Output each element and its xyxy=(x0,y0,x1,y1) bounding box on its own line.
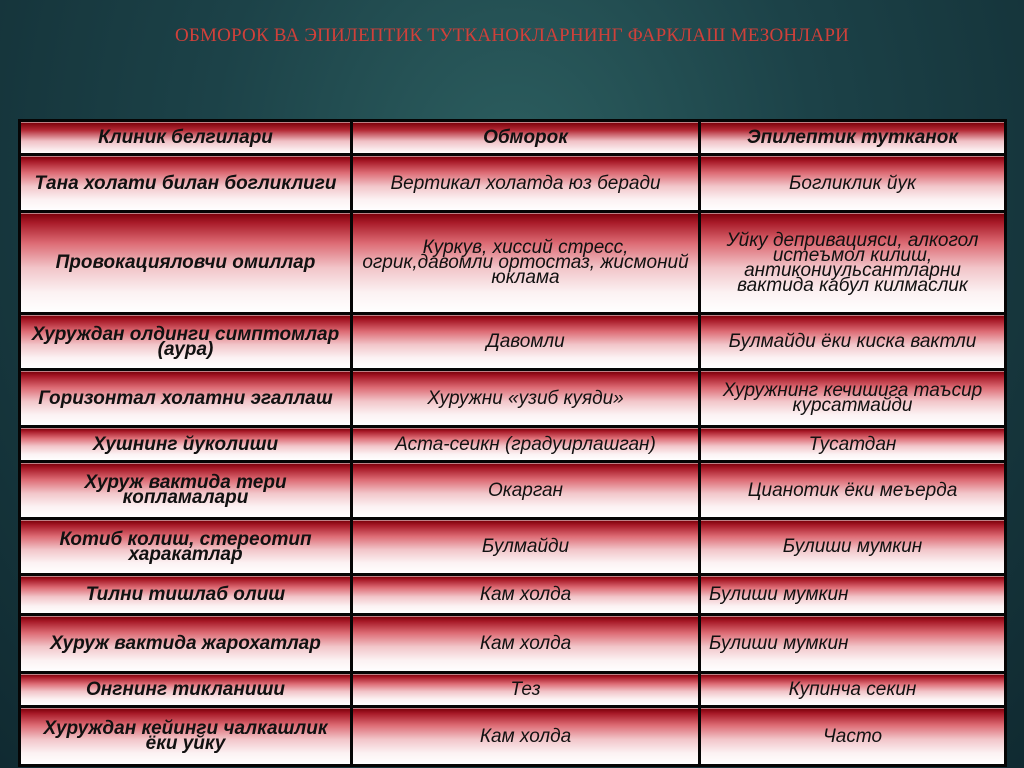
row-feature-cell: Провокацияловчи омиллар xyxy=(20,212,352,314)
syncope-cell: Куркув, хиссий стресс, огрик,давомли ортостаз, жисмоний юклама xyxy=(352,212,700,314)
syncope-cell: Тез xyxy=(352,673,700,707)
header-cell-clinical-signs: Клиник белгилари xyxy=(20,121,352,155)
comparison-table xyxy=(18,119,1007,767)
table-row xyxy=(20,155,1006,212)
table-row xyxy=(20,615,1006,673)
table-row xyxy=(20,212,1006,314)
row-feature-cell: Хушнинг йуколиши xyxy=(20,427,352,462)
syncope-cell: Хуружни «узиб куяди» xyxy=(352,370,700,427)
table-header-row xyxy=(20,121,1006,155)
row-feature-cell: Хуруждан олдинги симптомлар (аура) xyxy=(20,314,352,370)
epilepsy-cell: Цианотик ёки меъерда xyxy=(700,462,1006,519)
header-cell-syncope: Обморок xyxy=(352,121,700,155)
row-feature-cell: Хуруждан кейинги чалкашлик ёки уйку xyxy=(20,707,352,766)
epilepsy-cell: Часто xyxy=(700,707,1006,766)
syncope-cell: Давомли xyxy=(352,314,700,370)
row-feature-cell: Онгнинг тикланиши xyxy=(20,673,352,707)
table-row xyxy=(20,707,1006,766)
row-feature-cell: Котиб колиш, стереотип харакатлар xyxy=(20,519,352,575)
syncope-cell: Булмайди xyxy=(352,519,700,575)
row-feature-cell: Хуруж вактида жарохатлар xyxy=(20,615,352,673)
row-feature-cell: Хуруж вактида тери копламалари xyxy=(20,462,352,519)
syncope-cell: Окарган xyxy=(352,462,700,519)
table-row xyxy=(20,427,1006,462)
row-feature-cell: Тилни тишлаб олиш xyxy=(20,575,352,615)
syncope-cell: Аста-сеикн (градуирлашган) xyxy=(352,427,700,462)
table-row xyxy=(20,575,1006,615)
table-row xyxy=(20,314,1006,370)
table-row xyxy=(20,673,1006,707)
row-feature-cell: Горизонтал холатни эгаллаш xyxy=(20,370,352,427)
epilepsy-cell: Хуружнинг кечишига таъсир курсатмайди xyxy=(700,370,1006,427)
syncope-cell: Кам холда xyxy=(352,707,700,766)
syncope-cell: Кам холда xyxy=(352,615,700,673)
table-row xyxy=(20,370,1006,427)
epilepsy-cell: Булиши мумкин xyxy=(700,615,1006,673)
epilepsy-cell: Булмайди ёки киска вактли xyxy=(700,314,1006,370)
epilepsy-cell: Уйку депривацияси, алкогол истеъмол килиш, антикониульсантларни вактида кабул килмаслик xyxy=(700,212,1006,314)
header-cell-epileptic-seizure: Эпилептик тутканок xyxy=(700,121,1006,155)
table-row xyxy=(20,519,1006,575)
row-feature-cell: Тана холати билан богликлиги xyxy=(20,155,352,212)
epilepsy-cell: Богликлик йук xyxy=(700,155,1006,212)
table-row xyxy=(20,462,1006,519)
epilepsy-cell: Булиши мумкин xyxy=(700,575,1006,615)
slide-title: ОБМОРОК ВА ЭПИЛЕПТИК ТУТКАНОКЛАРНИНГ ФАРКЛАШ МЕЗОНЛАРИ xyxy=(174,25,850,46)
epilepsy-cell: Купинча секин xyxy=(700,673,1006,707)
syncope-cell: Кам холда xyxy=(352,575,700,615)
syncope-cell: Вертикал холатда юз беради xyxy=(352,155,700,212)
epilepsy-cell: Булиши мумкин xyxy=(700,519,1006,575)
epilepsy-cell: Тусатдан xyxy=(700,427,1006,462)
